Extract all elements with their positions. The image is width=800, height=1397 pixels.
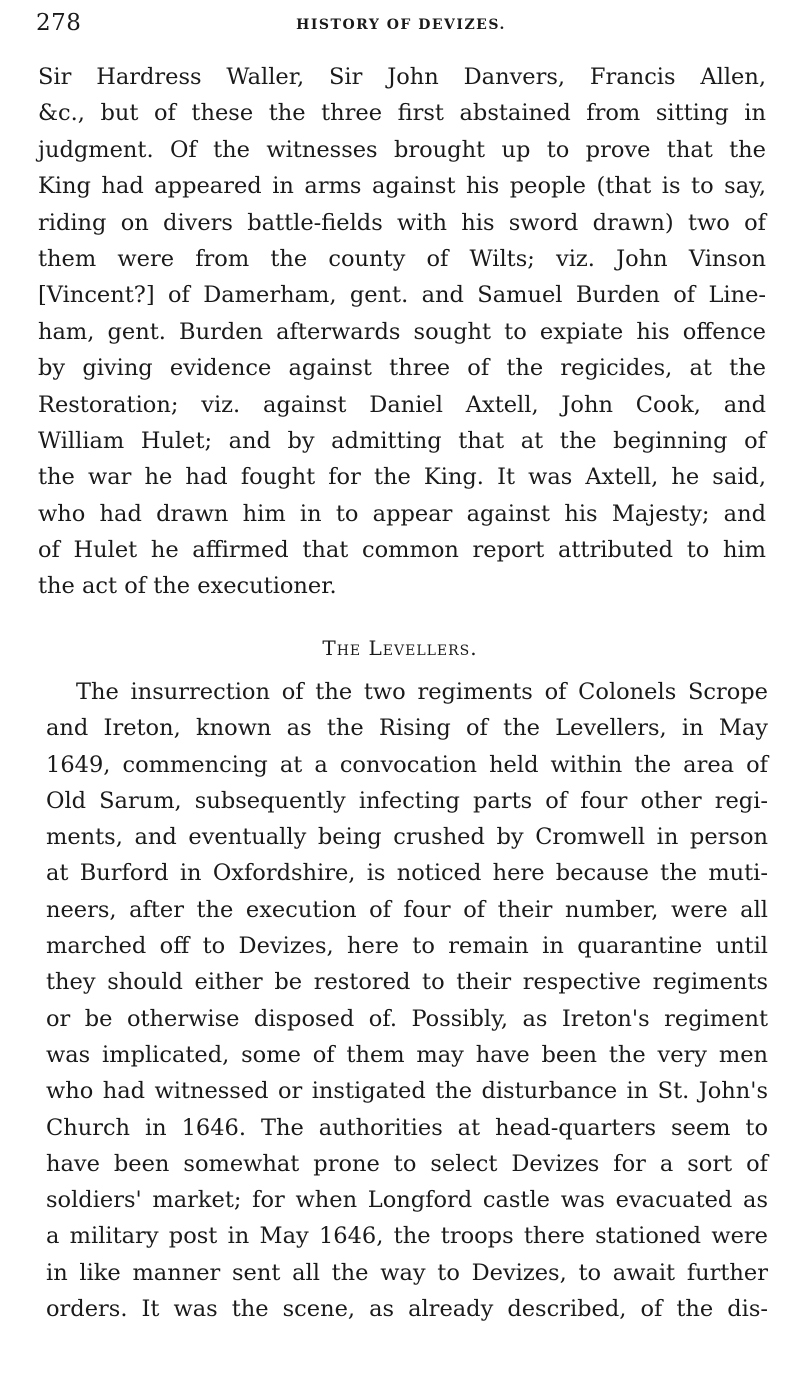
- text-line: 1649, commencing at a convocation held within the area of: [46, 751, 768, 778]
- text-line: or be otherwise disposed of. Possibly, as Ireton's regiment: [46, 1005, 768, 1032]
- text-line: Sir Hardress Waller, Sir John Danvers, Francis Allen,: [38, 64, 766, 90]
- section-heading: The Levellers.: [322, 636, 478, 660]
- text-line: The insurrection of the two regiments of Colonels Scrope: [76, 679, 768, 705]
- text-line: by giving evidence against three of the regicides, at the: [38, 355, 766, 382]
- text-line: [Vincent?] of Damerham, gent. and Samuel Burden of Line-: [38, 282, 766, 309]
- text-line: neers, after the execution of four of their number, were all: [46, 896, 768, 923]
- text-line: Old Sarum, subsequently infecting parts of four other regi-: [46, 787, 768, 814]
- text-line: judgment. Of the witnesses brought up to prove that the: [38, 136, 766, 163]
- text-line: have been somewhat prone to select Devizes for a sort of: [46, 1150, 768, 1177]
- text-line: riding on divers battle-fields with his sword drawn) two of: [38, 209, 766, 236]
- text-line: of Hulet he affirmed that common report attributed to him: [38, 537, 766, 564]
- text-line: them were from the county of Wilts; viz. John Vinson: [38, 245, 766, 272]
- text-line: the act of the executioner.: [38, 573, 337, 600]
- running-title: HISTORY OF DEVIZES.: [296, 17, 506, 33]
- text-line: who had drawn him in to appear against his Majesty; and: [38, 500, 766, 527]
- text-line: was implicated, some of them may have been the very men: [46, 1041, 768, 1068]
- text-line: in like manner sent all the way to Devizes, to await further: [46, 1259, 768, 1286]
- paragraph-regicide-witnesses: [38, 59, 766, 605]
- text-line: William Hulet; and by admitting that at the beginning of: [38, 427, 766, 454]
- text-line: they should either be restored to their respective regiments: [46, 969, 768, 996]
- text-line: marched off to Devizes, here to remain in quarantine until: [46, 933, 768, 960]
- paragraph-levellers: [46, 674, 768, 1327]
- text-line: &c., but of these the three first abstained from sitting in: [38, 100, 766, 127]
- text-line: orders. It was the scene, as already described, of the dis-: [46, 1296, 768, 1323]
- text-line: soldiers' market; for when Longford castle was evacuated as: [46, 1187, 768, 1214]
- text-line: King had appeared in arms against his people (that is to say,: [38, 173, 766, 200]
- text-line: the war he had fought for the King. It was Axtell, he said,: [38, 464, 766, 491]
- text-line: and Ireton, known as the Rising of the Levellers, in May: [46, 715, 768, 742]
- text-line: at Burford in Oxfordshire, is noticed here because the muti-: [46, 860, 768, 887]
- page-number: 278: [36, 10, 82, 36]
- running-head: [36, 6, 766, 40]
- text-line: Restoration; viz. against Daniel Axtell, John Cook, and: [38, 391, 766, 418]
- text-line: a military post in May 1646, the troops there stationed were: [46, 1223, 768, 1250]
- text-line: ments, and eventually being crushed by Cromwell in person: [46, 824, 768, 851]
- text-line: ham, gent. Burden afterwards sought to expiate his offence: [38, 318, 766, 345]
- text-line: Church in 1646. The authorities at head-quarters seem to: [46, 1114, 768, 1141]
- text-line: who had witnessed or instigated the disturbance in St. John's: [46, 1078, 768, 1105]
